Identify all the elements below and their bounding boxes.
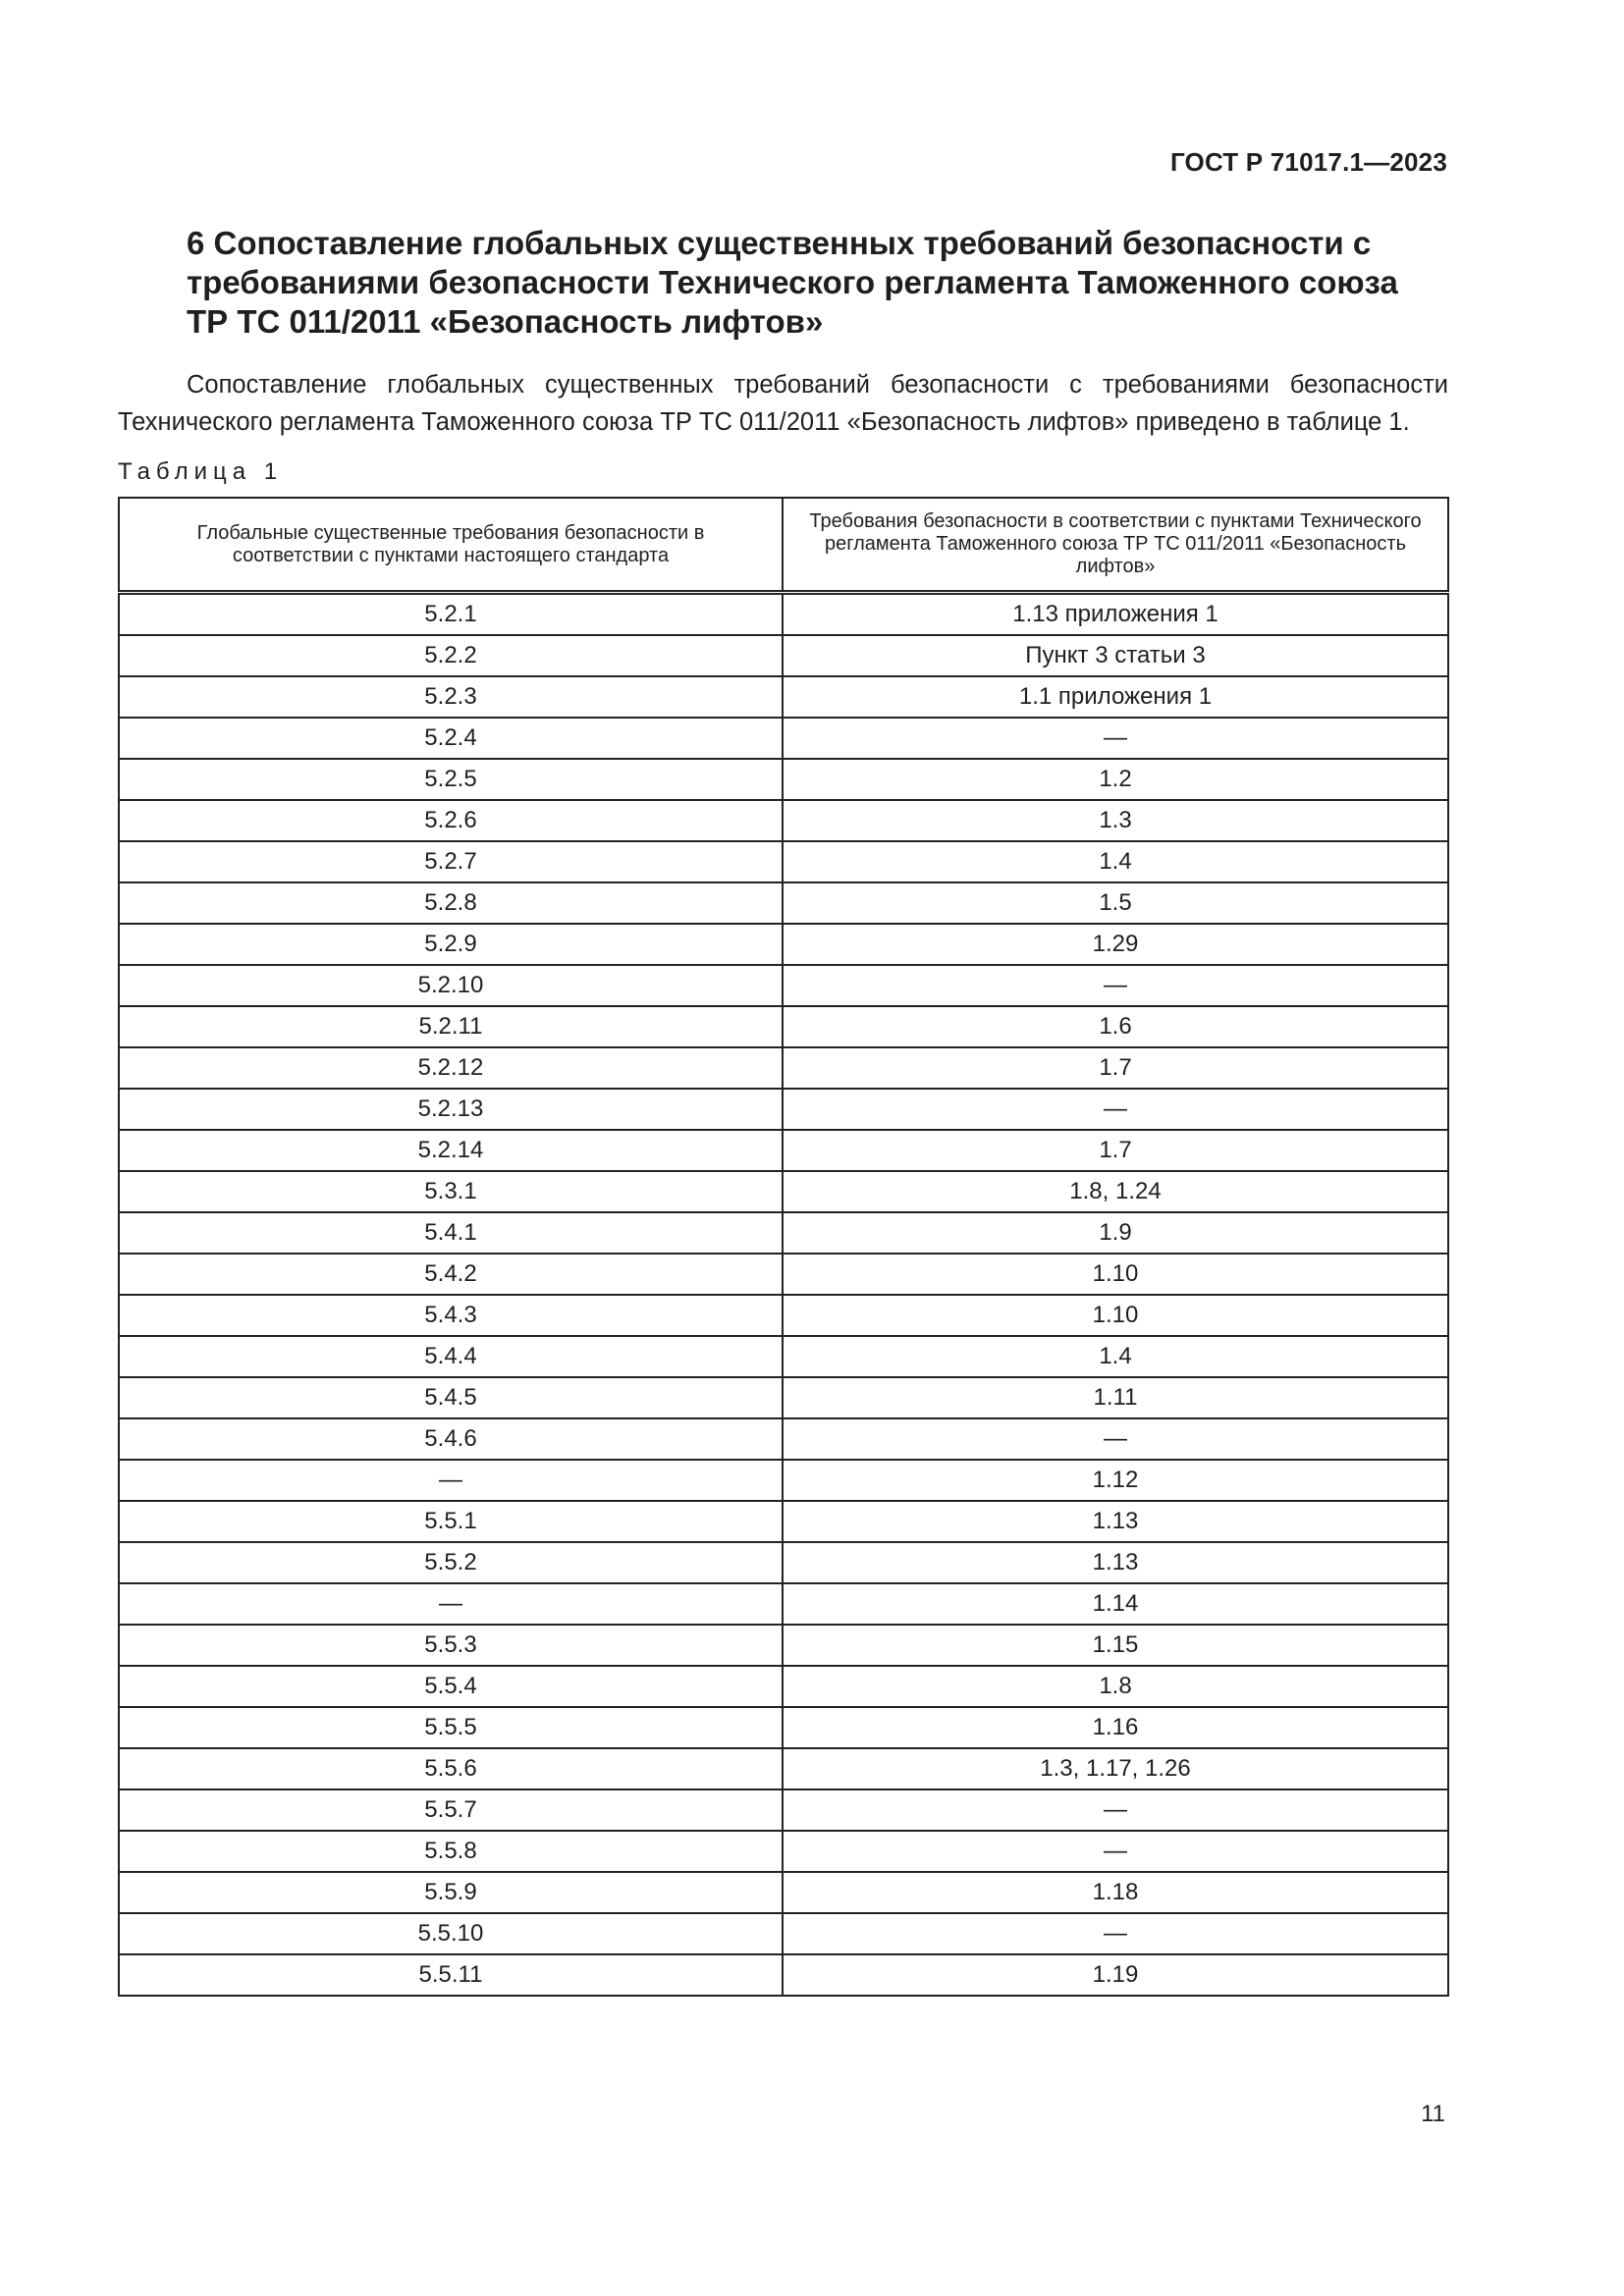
tr-ts-requirement-clause: 1.2 <box>783 759 1448 800</box>
table-row <box>119 1913 1448 1954</box>
tr-ts-requirement-clause: 1.7 <box>783 1047 1448 1089</box>
global-requirement-clause: 5.2.4 <box>119 718 783 759</box>
table-row <box>119 1212 1448 1254</box>
global-requirement-clause: 5.5.8 <box>119 1831 783 1872</box>
column-header-tr-ts-requirements: Требования безопасности в соответствии с пунктами Технического регламента Таможенного союза ТР ТС 011/2011 «Безопасность лифтов» <box>783 498 1448 593</box>
tr-ts-requirement-clause: 1.12 <box>783 1460 1448 1501</box>
table-row <box>119 1583 1448 1625</box>
tr-ts-requirement-clause: 1.4 <box>783 1336 1448 1377</box>
tr-ts-requirement-clause: 1.10 <box>783 1254 1448 1295</box>
tr-ts-requirement-clause: — <box>783 718 1448 759</box>
tr-ts-requirement-clause: 1.13 приложения 1 <box>783 593 1448 636</box>
global-requirement-clause: 5.2.9 <box>119 924 783 965</box>
tr-ts-requirement-clause: 1.6 <box>783 1006 1448 1047</box>
tr-ts-requirement-clause: — <box>783 1913 1448 1954</box>
global-requirement-clause: — <box>119 1583 783 1625</box>
tr-ts-requirement-clause: 1.11 <box>783 1377 1448 1418</box>
table-row <box>119 1831 1448 1872</box>
table-row <box>119 1171 1448 1212</box>
table-row <box>119 1542 1448 1583</box>
tr-ts-requirement-clause: 1.3, 1.17, 1.26 <box>783 1748 1448 1789</box>
global-requirement-clause: 5.2.5 <box>119 759 783 800</box>
table-row <box>119 1872 1448 1913</box>
tr-ts-requirement-clause: 1.8, 1.24 <box>783 1171 1448 1212</box>
tr-ts-requirement-clause: 1.1 приложения 1 <box>783 676 1448 718</box>
global-requirement-clause: 5.2.3 <box>119 676 783 718</box>
table-row <box>119 759 1448 800</box>
tr-ts-requirement-clause: 1.18 <box>783 1872 1448 1913</box>
global-requirement-clause: 5.5.5 <box>119 1707 783 1748</box>
page-number: 11 <box>1421 2101 1445 2127</box>
global-requirement-clause: 5.2.12 <box>119 1047 783 1089</box>
global-requirement-clause: 5.4.6 <box>119 1418 783 1460</box>
document-code: ГОСТ Р 71017.1—2023 <box>1169 147 1447 177</box>
global-requirement-clause: 5.4.2 <box>119 1254 783 1295</box>
tr-ts-requirement-clause: 1.7 <box>783 1130 1448 1171</box>
table-row <box>119 1748 1448 1789</box>
global-requirement-clause: 5.4.3 <box>119 1295 783 1336</box>
table-header-row <box>119 498 1448 593</box>
global-requirement-clause: 5.5.1 <box>119 1501 783 1542</box>
tr-ts-requirement-clause: — <box>783 1831 1448 1872</box>
global-requirement-clause: 5.3.1 <box>119 1171 783 1212</box>
table-row <box>119 1666 1448 1707</box>
tr-ts-requirement-clause: 1.13 <box>783 1501 1448 1542</box>
global-requirement-clause: 5.2.7 <box>119 841 783 882</box>
table-row <box>119 718 1448 759</box>
tr-ts-requirement-clause: 1.29 <box>783 924 1448 965</box>
table-row <box>119 1047 1448 1089</box>
global-requirement-clause: 5.5.2 <box>119 1542 783 1583</box>
global-requirement-clause: 5.5.4 <box>119 1666 783 1707</box>
table-row <box>119 1130 1448 1171</box>
global-requirement-clause: 5.5.11 <box>119 1954 783 1996</box>
global-requirement-clause: 5.2.8 <box>119 882 783 924</box>
global-requirement-clause: 5.2.1 <box>119 593 783 636</box>
table-row <box>119 882 1448 924</box>
table-caption: Таблица 1 <box>118 458 284 485</box>
tr-ts-requirement-clause: Пункт 3 статьи 3 <box>783 635 1448 676</box>
global-requirement-clause: 5.5.10 <box>119 1913 783 1954</box>
global-requirement-clause: 5.2.14 <box>119 1130 783 1171</box>
table-row <box>119 1789 1448 1831</box>
global-requirement-clause: 5.4.1 <box>119 1212 783 1254</box>
tr-ts-requirement-clause: 1.14 <box>783 1583 1448 1625</box>
table-row <box>119 1254 1448 1295</box>
table-row <box>119 800 1448 841</box>
tr-ts-requirement-clause: — <box>783 1089 1448 1130</box>
tr-ts-requirement-clause: 1.10 <box>783 1295 1448 1336</box>
global-requirement-clause: 5.5.3 <box>119 1625 783 1666</box>
table-row <box>119 1418 1448 1460</box>
tr-ts-requirement-clause: 1.13 <box>783 1542 1448 1583</box>
intro-paragraph: Сопоставление глобальных существенных требований безопасности с требованиями безопасности Технического регламента Таможенного союза ТР ТС 011/2011 «Безопасность лифтов» приведено в таблице 1. <box>118 371 1448 436</box>
table-row <box>119 1707 1448 1748</box>
table-row <box>119 1006 1448 1047</box>
tr-ts-requirement-clause: — <box>783 965 1448 1006</box>
table-body <box>119 593 1448 1997</box>
requirements-table <box>118 497 1449 1997</box>
table-row <box>119 1954 1448 1996</box>
tr-ts-requirement-clause: 1.16 <box>783 1707 1448 1748</box>
global-requirement-clause: 5.2.13 <box>119 1089 783 1130</box>
tr-ts-requirement-clause: 1.5 <box>783 882 1448 924</box>
table-row <box>119 1336 1448 1377</box>
tr-ts-requirement-clause: 1.19 <box>783 1954 1448 1996</box>
column-header-global-requirements: Глобальные существенные требования безопасности в соответствии с пунктами настоящего стандарта <box>119 498 783 593</box>
table-row <box>119 676 1448 718</box>
global-requirement-clause: — <box>119 1460 783 1501</box>
global-requirement-clause: 5.2.6 <box>119 800 783 841</box>
global-requirement-clause: 5.5.9 <box>119 1872 783 1913</box>
tr-ts-requirement-clause: 1.3 <box>783 800 1448 841</box>
tr-ts-requirement-clause: — <box>783 1418 1448 1460</box>
global-requirement-clause: 5.2.10 <box>119 965 783 1006</box>
table-row <box>119 1460 1448 1501</box>
global-requirement-clause: 5.5.6 <box>119 1748 783 1789</box>
table-row <box>119 1377 1448 1418</box>
tr-ts-requirement-clause: 1.9 <box>783 1212 1448 1254</box>
table-row <box>119 635 1448 676</box>
table-row <box>119 841 1448 882</box>
global-requirement-clause: 5.4.4 <box>119 1336 783 1377</box>
section-title: 6 Сопоставление глобальных существенных требований безопасности с требованиями безопасности Технического регламента Таможенного союза ТР ТС 011/2011 «Безопасность лифтов» <box>187 225 1398 340</box>
table-row <box>119 1295 1448 1336</box>
tr-ts-requirement-clause: — <box>783 1789 1448 1831</box>
global-requirement-clause: 5.2.11 <box>119 1006 783 1047</box>
global-requirement-clause: 5.4.5 <box>119 1377 783 1418</box>
table-row <box>119 965 1448 1006</box>
table-row <box>119 924 1448 965</box>
tr-ts-requirement-clause: 1.4 <box>783 841 1448 882</box>
tr-ts-requirement-clause: 1.15 <box>783 1625 1448 1666</box>
table-row <box>119 1501 1448 1542</box>
table-row <box>119 1089 1448 1130</box>
global-requirement-clause: 5.5.7 <box>119 1789 783 1831</box>
tr-ts-requirement-clause: 1.8 <box>783 1666 1448 1707</box>
table-row <box>119 1625 1448 1666</box>
global-requirement-clause: 5.2.2 <box>119 635 783 676</box>
table-row <box>119 593 1448 636</box>
